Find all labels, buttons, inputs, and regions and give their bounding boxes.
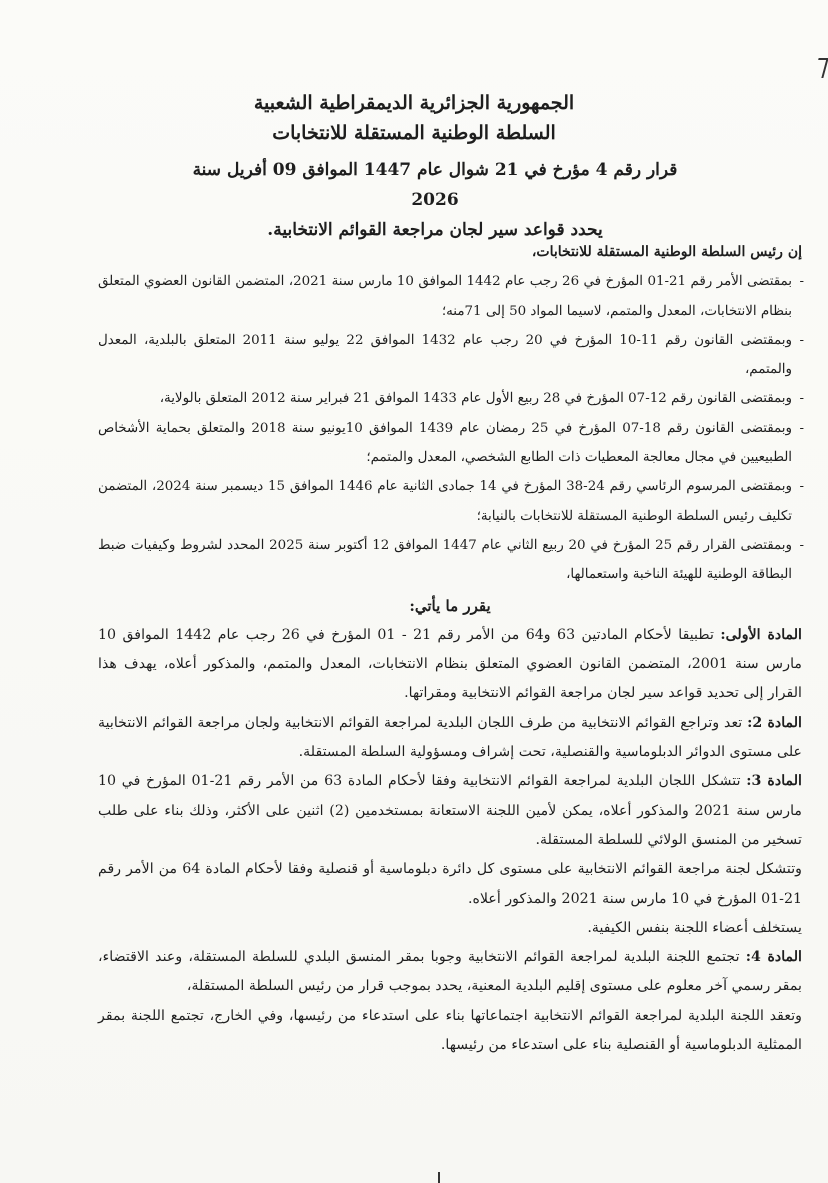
article-label: المادة الأولى: [720,626,802,643]
document-header [140,88,688,148]
article-text: تعد وتراجع القوائم الانتخابية من طرف اللجان البلدية لمراجعة القوائم الانتخابية ولجان مراجعة القوائم الانتخابية على مستوى الدوائر الدبلوماسية والقنصلية، تحت إشراف ومسؤولية السلطة المستقلة. [98,714,802,761]
visa-item: - بمقتضى الأمر رقم 21-01 المؤرخ في 26 رجب عام 1442 الموافق 10 مارس سنة 2021، المتضمن القانون العضوي المتعلق بنظام الانتخابات، المعدل والمتمم، لاسيما المواد 50 إلى 71منه؛ [98,267,802,326]
decision-heading [170,155,700,245]
article-4-paragraph: وتعقد اللجنة البلدية لمراجعة القوائم الانتخابية اجتماعاتها بناء على استدعاء من رئيسها، وفي الخارج، تجتمع اللجنة بمقر الممثلية الدبلوماسية أو القنصلية بناء على استدعاء من رئيسها. [98,1007,802,1054]
article-4 [98,943,802,1002]
republic-title: الجمهورية الجزائرية الديمقراطية الشعبية [253,92,575,114]
article-label: المادة 2: [747,714,802,731]
article-label: المادة 4: [745,949,802,966]
visa-item: - وبمقتضى القانون رقم 12-07 المؤرخ في 28 ربيع الأول عام 1433 الموافق 21 فبراير سنة 2012 المتعلق بالولاية، [98,384,802,413]
visa-item: - وبمقتضى القانون رقم 11-10 المؤرخ في 20 رجب عام 1432 الموافق 22 يوليو سنة 2011 المتعلق بالبلدية، المعدل والمتمم، [98,326,802,385]
article-3-paragraph: وتتشكل لجنة مراجعة القوائم الانتخابية على مستوى كل دائرة دبلوماسية أو قنصلية وفقا لأحكام المادة 64 من الأمر رقم 21-01 المؤرخ في 10 مارس سنة 2021 والمذكور أعلاه. [98,861,803,907]
preamble-lead: إن رئيس السلطة الوطنية المستقلة للانتخابات، [531,244,802,260]
article-1 [98,621,802,709]
document-body [98,238,802,1060]
article-text: تطبيقا لأحكام المادتين 63 و64 من الأمر رقم 21 - 01 المؤرخ في 26 رجب عام 1442 الموافق 10 مارس سنة 2001، المتضمن القانون العضوي المتعلق بنظام الانتخابات، المعدل والمتمم، والمذكور أعلاه، يهدف هذا القرار إلى تحديد قواعد سير لجان مراجعة القوائم الانتخابية ومقراتها. [98,626,803,702]
article-label: المادة 3: [746,773,802,790]
article-3-paragraph: يستخلف أعضاء اللجنة بنفس الكيفية. [587,919,802,936]
resolves-heading: يقرر ما يأتي: [409,596,491,615]
margin-mark [813,58,828,78]
article-text: تتشكل اللجان البلدية لمراجعة القوائم الانتخابية وفقا لأحكام المادة 63 من الأمر رقم 21-01 المؤرخ في 10 مارس سنة 2021 والمذكور أعلاه، يمكن لأمين اللجنة الاستعانة بمستخدمين (2) اثنين على الأكثر، وذلك بناء على طلب تسخير من المنسق الولائي للسلطة المستقلة. [98,773,803,848]
visa-item: - وبمقتضى القرار رقم 25 المؤرخ في 20 ربيع الثاني عام 1447 الموافق 12 أكتوبر سنة 2025 المحدد لشروط وكيفيات ضبط البطاقة الوطنية للهيئة الناخبة واستعمالها، [98,531,802,590]
authority-title: السلطة الوطنية المستقلة للانتخابات [272,122,556,144]
article-text: تجتمع اللجنة البلدية لمراجعة القوائم الانتخابية وجوبا بمقر المنسق البلدي للسلطة المستقلة، وعند الاقتضاء، بمقر رسمي آخر معلوم على مستوى إقليم البلدية المعنية، يحدد بموجب قرار من رئيس السلطة المستقلة، [98,949,802,995]
visa-item: - وبمقتضى المرسوم الرئاسي رقم 24-38 المؤرخ في 14 جمادى الثانية عام 1446 الموافق 15 ديسمبر سنة 2024، المتضمن تكليف رئيس السلطة الوطنية المستقلة للانتخابات بالنيابة؛ [98,472,802,531]
decision-subject: يحدد قواعد سير لجان مراجعة القوائم الانتخابية. [267,220,603,240]
article-2 [98,709,802,768]
article-3 [98,767,802,855]
decision-title: قرار رقم 4 مؤرخ في 21 شوال عام 1447 الموافق 09 أفريل سنة 2026 [192,160,678,210]
margin-mark [438,1172,440,1183]
visa-item: - وبمقتضى القانون رقم 18-07 المؤرخ في 25 رمضان عام 1439 الموافق 10يونيو سنة 2018 والمتعلق بحماية الأشخاص الطبيعيين في مجال معالجة المعطيات ذات الطابع الشخصي، المعدل والمتمم؛ [98,414,802,473]
